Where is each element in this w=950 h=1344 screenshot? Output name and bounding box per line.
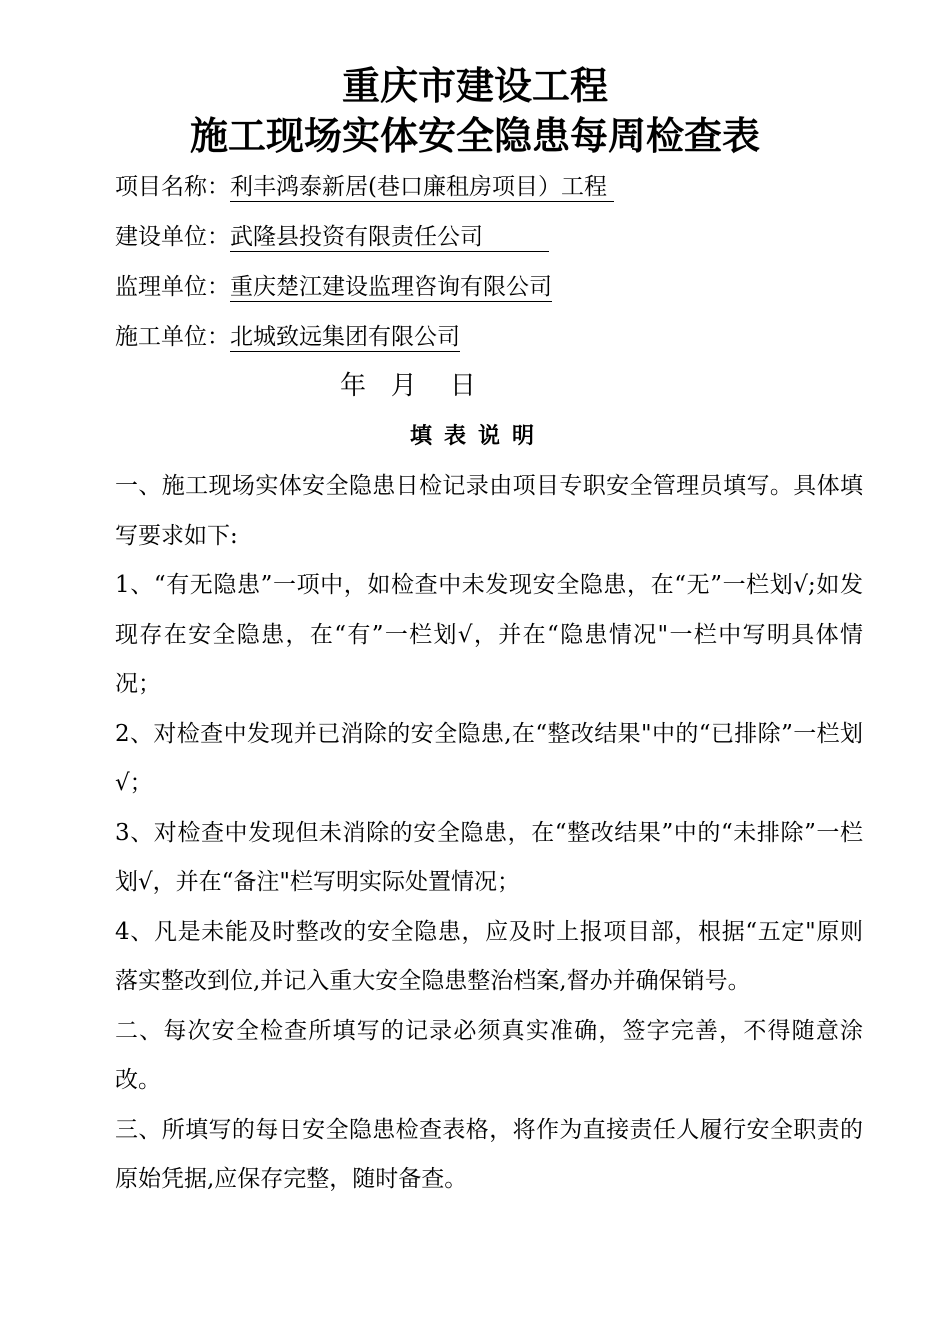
supervision-unit-value: 重庆楚江建设监理咨询有限公司 [230,274,552,300]
project-name-label: 项目名称： [115,174,230,200]
page-title-line-2: 施工现场实体安全隐患每周检查表 [189,114,760,158]
instruction-paragraph: 3、对检查中发现但未消除的安全隐患，在“整改结果”中的“未排除”一栏划√，并在“备注"栏写明实际处置情况； [115,819,863,895]
instruction-paragraph: 三、所填写的每日安全隐患检查表格，将作为直接责任人履行安全职责的原始凭据,应保存完整，随时备查。 [115,1116,863,1192]
project-name-row [115,170,614,204]
page-title-line-1: 重庆市建设工程 [341,64,608,108]
instruction-paragraph: 一、施工现场实体安全隐患日检记录由项目专职安全管理员填写。具体填写要求如下: [115,473,863,549]
contractor-unit-label: 施工单位： [115,324,230,350]
supervision-unit-label: 监理单位： [115,274,230,300]
construction-unit-label: 建设单位： [115,224,230,250]
contractor-unit-row [115,320,460,354]
supervision-unit-row [115,270,552,304]
instruction-paragraph: 4、凡是未能及时整改的安全隐患，应及时上报项目部，根据“五定"原则落实整改到位,并记入重大安全隐患整治档案,督办并确保销号。 [115,918,863,994]
contractor-unit-value: 北城致远集团有限公司 [230,324,460,350]
date-line: 年 月 日 [340,371,476,401]
construction-unit-value: 武隆县投资有限责任公司 [230,224,549,250]
instructions-body [115,462,863,1205]
instruction-paragraph: 2、对检查中发现并已消除的安全隐患,在“整改结果"中的“已排除”一栏划√； [115,720,863,796]
instruction-paragraph: 1、“有无隐患”一项中，如检查中未发现安全隐患，在“无”一栏划√;如发现存在安全隐患，在“有”一栏划√，并在“隐患情况"一栏中写明具体情况； [115,572,863,697]
instructions-heading: 填表说明 [409,424,546,449]
instruction-paragraph: 二、每次安全检查所填写的记录必须真实准确，签字完善，不得随意涂改。 [115,1017,863,1093]
construction-unit-row [115,220,549,254]
project-name-value: 利丰鸿泰新居(巷口廉租房项目）工程 [230,174,615,200]
